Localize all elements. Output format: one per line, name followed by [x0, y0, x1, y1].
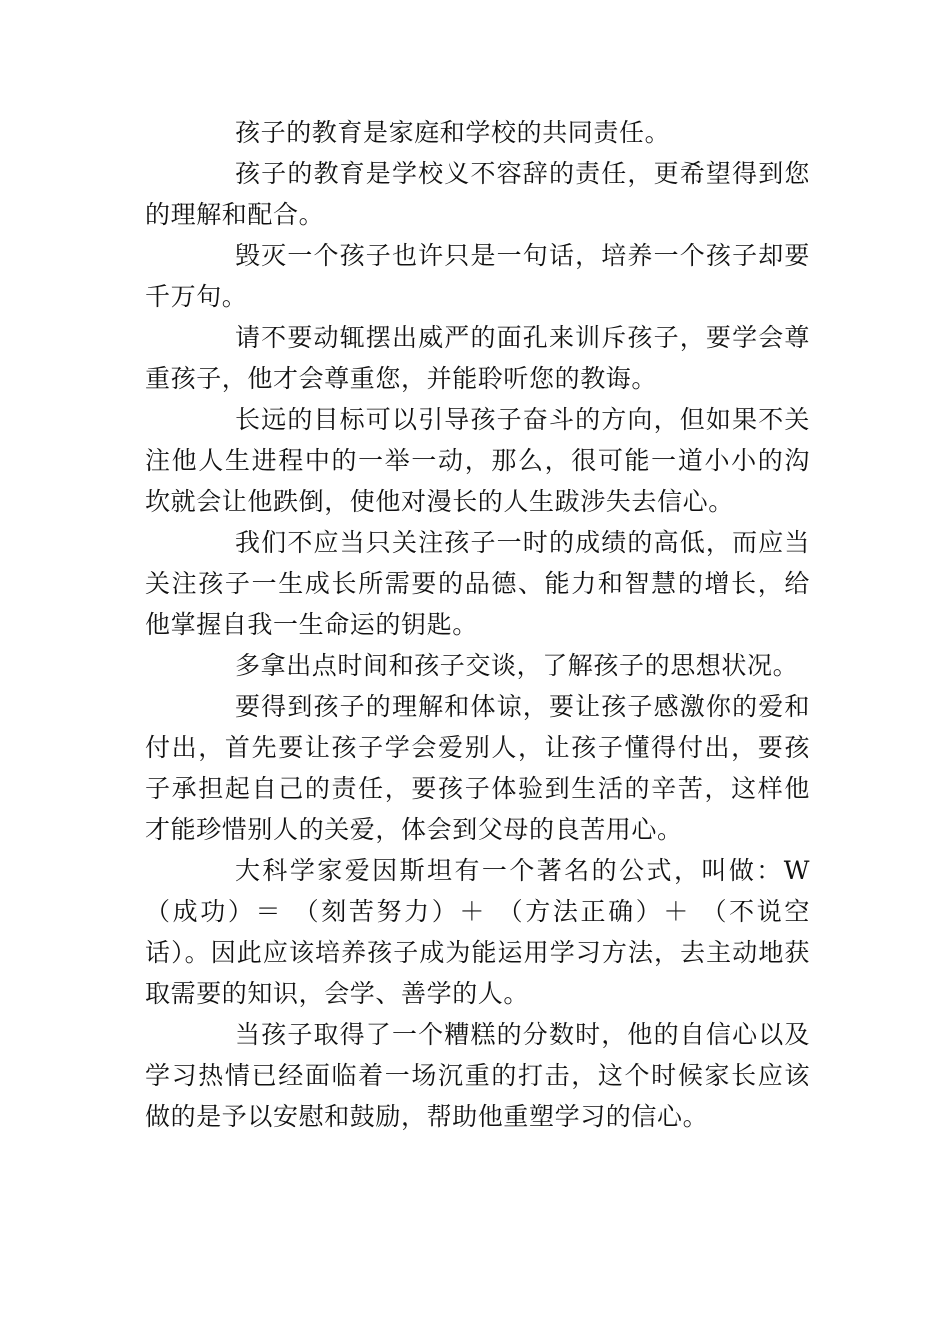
paragraph-4: 请不要动辄摆出威严的面孔来训斥孩子，要学会尊重孩子，他才会尊重您，并能聆听您的教诲。	[145, 323, 810, 393]
paragraph-7: 多拿出点时间和孩子交谈，了解孩子的思想状况。	[235, 651, 799, 680]
paragraph-5: 长远的目标可以引导孩子奋斗的方向，但如果不关注他人生进程中的一举一动，那么，很可能一道小小的沟坎就会让他跌倒，使他对漫长的人生跋涉失去信心。	[145, 405, 810, 516]
paragraph-6: 我们不应当只关注孩子一时的成绩的高低，而应当关注孩子一生成长所需要的品德、能力和智慧的增长，给他掌握自我一生命运的钥匙。	[145, 528, 810, 639]
paragraph-3: 毁灭一个孩子也许只是一句话，培养一个孩子却要千万句。	[145, 241, 810, 311]
document-page	[145, 112, 810, 1137]
paragraph-8: 要得到孩子的理解和体谅，要让孩子感激你的爱和付出，首先要让孩子学会爱别人，让孩子懂得付出，要孩子承担起自己的责任，要孩子体验到生活的辛苦，这样他才能珍惜别人的关爱，体会到父母的良苦用心。	[145, 692, 810, 844]
paragraph-2: 孩子的教育是学校义不容辞的责任，更希望得到您的理解和配合。	[145, 159, 810, 229]
paragraph-1: 孩子的教育是家庭和学校的共同责任。	[235, 118, 671, 147]
paragraph-10: 当孩子取得了一个糟糕的分数时，他的自信心以及学习热情已经面临着一场沉重的打击，这个时候家长应该做的是予以安慰和鼓励，帮助他重塑学习的信心。	[145, 1020, 810, 1131]
paragraph-9: 大科学家爱因斯坦有一个著名的公式，叫做：W（成功）＝ （刻苦努力）＋ （方法正确）＋ （不说空话）。因此应该培养孩子成为能运用学习方法，去主动地获取需要的知识，会学、善学的人。	[145, 856, 810, 1008]
